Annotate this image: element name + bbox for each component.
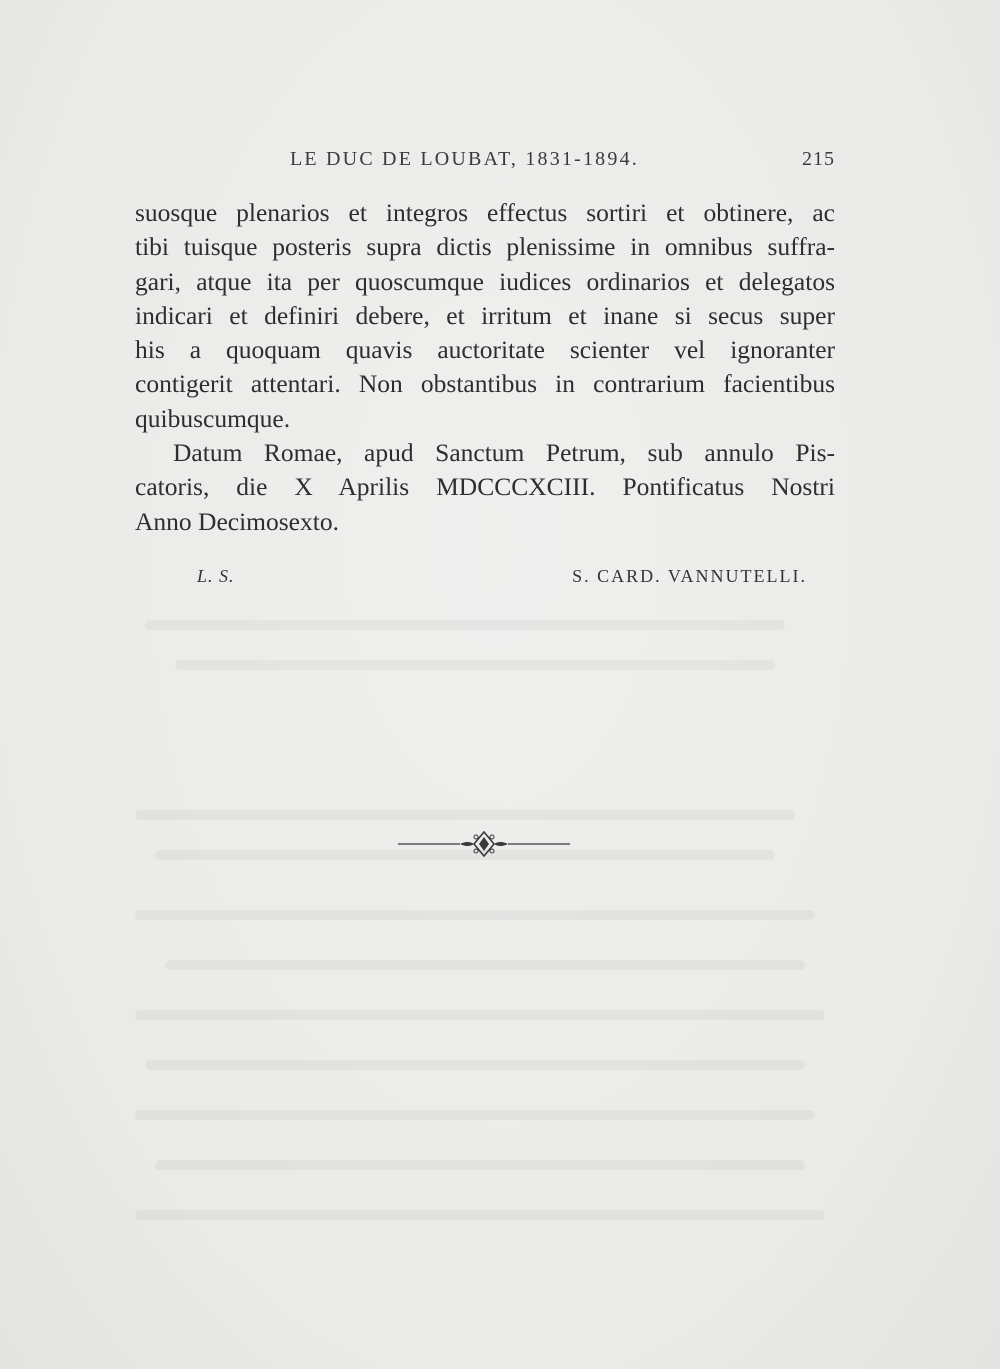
show-through-texture (135, 600, 835, 1260)
text-line: contigerit attentari. Non obstantibus in contrarium facientibus (135, 369, 835, 399)
running-title: LE DUC DE LOUBAT, 1831-1894. (290, 148, 639, 170)
locus-sigilli: L. S. (197, 566, 235, 586)
text-line: quibuscumque. (135, 403, 291, 433)
fleuron-ornament-icon (398, 829, 570, 859)
text-line: indicari et definiri debere, et irritum et inane si secus super (135, 300, 835, 330)
signatory-name: S. CARD. VANNUTELLI. (572, 566, 807, 586)
running-header (135, 148, 835, 174)
page-number: 215 (802, 148, 835, 170)
text-line: gari, atque ita per quoscumque iudices ordinarios et delegatos (135, 266, 835, 296)
text-line: Anno Decimosexto. (135, 506, 339, 536)
text-line: suosque plenarios et integros effectus sortiri et obtinere, ac (135, 198, 835, 227)
text-line: catoris, die X Aprilis MDCCCXCIII. Pontificatus Nostri (135, 472, 835, 502)
text-line: his a quoquam quavis auctoritate scienter vel ignoranter (135, 335, 835, 365)
text-line: Datum Romae, apud Sanctum Petrum, sub annulo Pis- (173, 438, 835, 468)
body-text (135, 196, 835, 539)
text-line: tibi tuisque posteris supra dictis plenissime in omnibus suffra- (135, 232, 835, 262)
signature-row (135, 566, 835, 592)
